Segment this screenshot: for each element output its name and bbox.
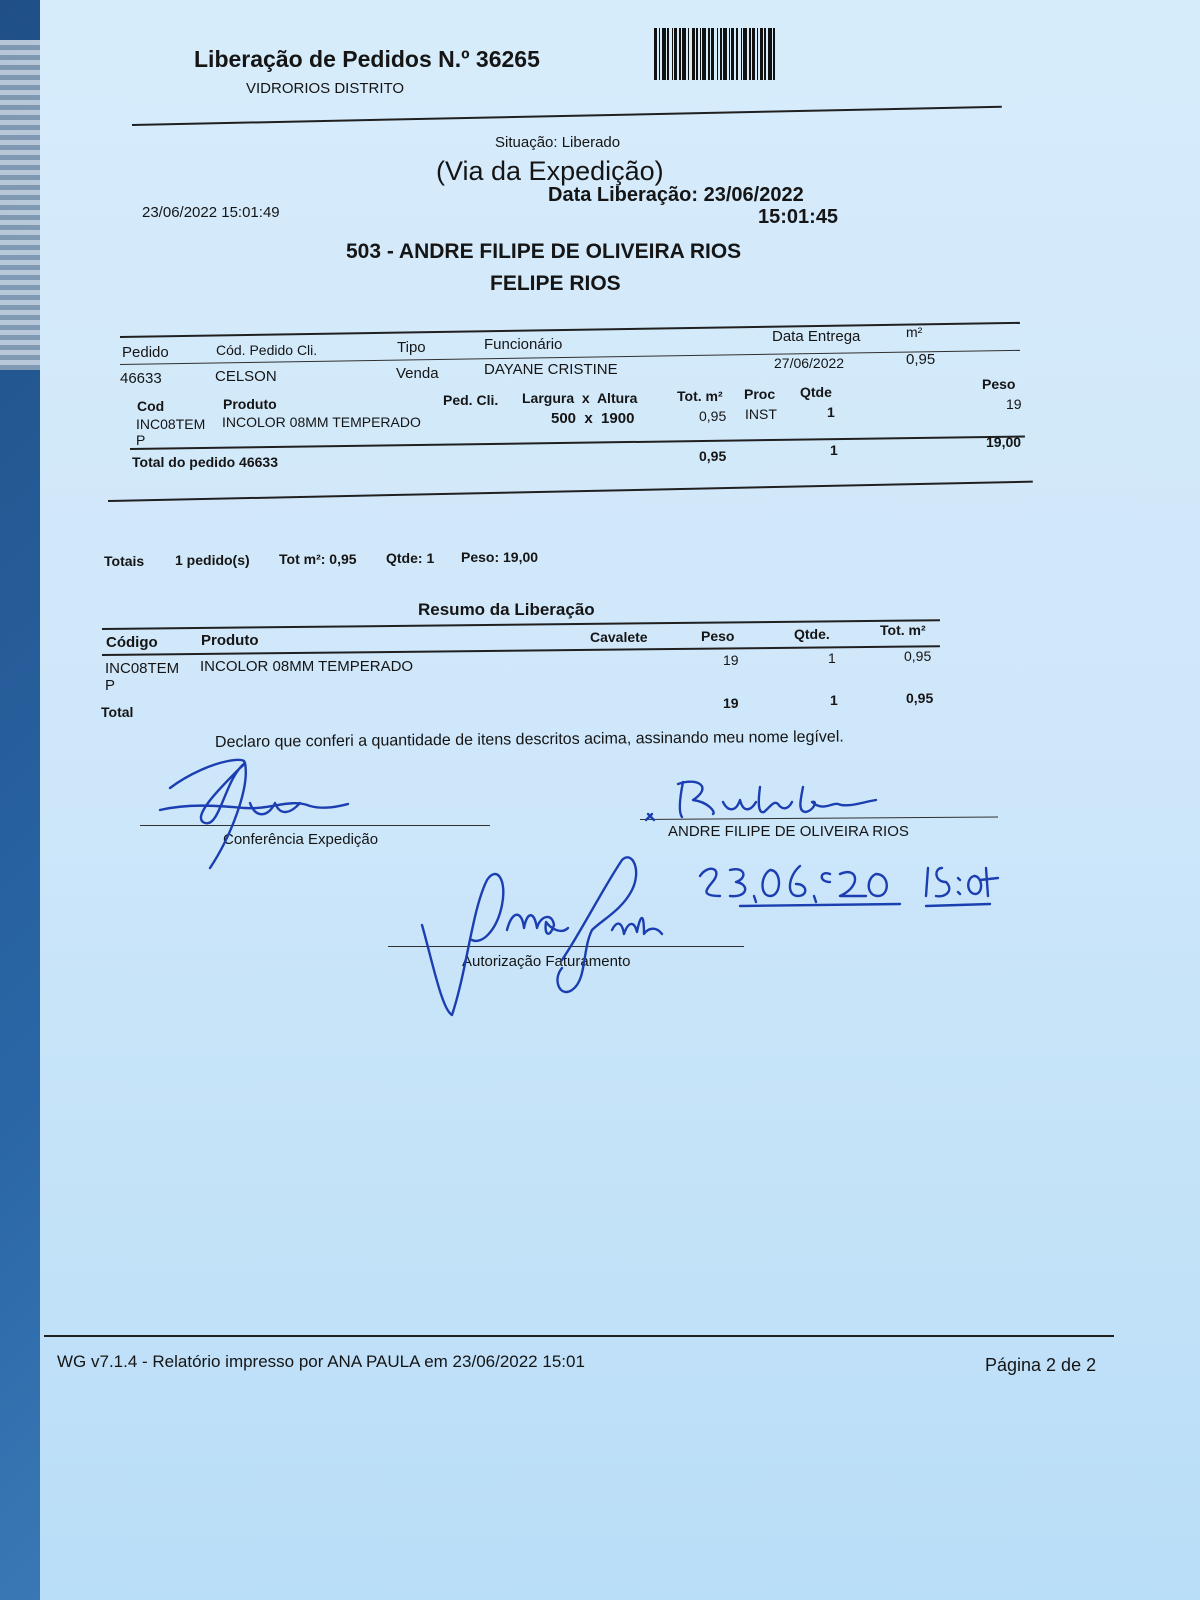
item-proc: INST <box>745 406 777 422</box>
order-cod-cli-value: CELSON <box>215 368 277 385</box>
status-label: Situação: Liberado <box>495 134 621 151</box>
client-name: 503 - ANDRE FILIPE DE OLIVEIRA RIOS <box>346 240 742 263</box>
summary-header-cavalete: Cavalete <box>590 629 648 645</box>
autorizacao-signature-scribble <box>412 850 672 1030</box>
summary-codigo-line2: P <box>105 677 116 694</box>
document-title: Liberação de Pedidos N.º 36265 <box>194 46 540 72</box>
col-header-data-entrega: Data Entrega <box>772 328 861 345</box>
company-name: VIDRORIOS DISTRITO <box>246 80 405 97</box>
summary-produto: INCOLOR 08MM TEMPERADO <box>200 658 414 675</box>
totals-qtde: Qtde: 1 <box>386 550 435 566</box>
autorizacao-label: Autorização Faturamento <box>462 953 631 970</box>
footer-page-number: Página 2 de 2 <box>985 1355 1097 1375</box>
summary-total-tot-m2: 0,95 <box>906 690 934 706</box>
item-header-tot-m2: Tot. m² <box>677 388 723 404</box>
item-tot-m2: 0,95 <box>699 408 727 424</box>
totals-label: Totais <box>104 553 145 569</box>
summary-header-produto: Produto <box>201 632 259 649</box>
footer-print-info: WG v7.1.4 - Relatório impresso por ANA PAULA em 23/06/2022 15:01 <box>57 1352 585 1371</box>
copy-type: (Via da Expedição) <box>436 156 664 186</box>
summary-qtde: 1 <box>828 650 836 666</box>
release-date: Data Liberação: 23/06/2022 <box>548 184 804 206</box>
conferencia-signature-scribble <box>150 748 360 878</box>
order-bottom-divider <box>108 481 1033 502</box>
summary-title: Resumo da Liberação <box>418 600 595 619</box>
col-header-pedido: Pedido <box>122 344 169 361</box>
item-cod-line1: INC08TEM <box>136 416 206 432</box>
item-header-peso: Peso <box>982 376 1016 392</box>
summary-tot-m2: 0,95 <box>904 648 932 664</box>
item-dimensions: 500 x 1900 <box>551 410 635 427</box>
item-header-qtde: Qtde <box>800 384 832 400</box>
col-header-funcionario: Funcionário <box>484 336 563 353</box>
conferencia-label: Conferência Expedição <box>223 831 379 848</box>
order-total-label: Total do pedido 46633 <box>132 454 278 470</box>
order-data-entrega-value: 27/06/2022 <box>774 355 845 371</box>
handwritten-date-scribble <box>690 856 1000 916</box>
totals-peso: Peso: 19,00 <box>461 549 539 565</box>
footer-divider <box>44 1335 1114 1337</box>
summary-total-qtde: 1 <box>830 692 838 708</box>
order-top-divider <box>120 322 1020 338</box>
print-timestamp: 23/06/2022 15:01:49 <box>142 204 280 221</box>
summary-header-codigo: Código <box>106 634 158 651</box>
order-funcionario-value: DAYANE CRISTINE <box>484 361 618 378</box>
item-peso: 19 <box>1006 396 1022 412</box>
item-header-ped-cli: Ped. Cli. <box>443 392 499 408</box>
declaration-text: Declaro que conferi a quantidade de itens descritos acima, assinando meu nome legível. <box>214 728 844 751</box>
col-header-m2: m² <box>906 324 923 340</box>
client-signature-scribble <box>638 772 888 832</box>
col-header-cod-pedido-cli: Cód. Pedido Cli. <box>216 342 318 358</box>
item-cod-line2: P <box>136 432 146 448</box>
item-header-proc: Proc <box>744 386 776 402</box>
order-total-peso: 19,00 <box>986 434 1022 450</box>
order-total-m2: 0,95 <box>699 448 727 464</box>
summary-peso: 19 <box>723 652 739 668</box>
header-divider <box>132 106 1002 126</box>
col-header-tipo: Tipo <box>397 339 426 356</box>
item-produto: INCOLOR 08MM TEMPERADO <box>222 414 421 430</box>
summary-header-tot-m2: Tot. m² <box>880 622 926 638</box>
release-document <box>40 0 1200 1600</box>
summary-header-qtde: Qtde. <box>794 626 830 642</box>
order-total-divider <box>130 436 1025 450</box>
summary-total-label: Total <box>101 704 134 720</box>
barcode-icon <box>654 28 806 80</box>
order-tipo-value: Venda <box>396 365 439 382</box>
order-m2-value: 0,95 <box>906 351 936 368</box>
item-header-cod: Cod <box>137 398 165 414</box>
summary-total-peso: 19 <box>723 695 739 711</box>
release-time: 15:01:45 <box>758 206 839 228</box>
client-short-name: FELIPE RIOS <box>490 272 621 295</box>
summary-codigo-line1: INC08TEM <box>105 660 180 677</box>
summary-header-peso: Peso <box>701 628 735 644</box>
totals-m2: Tot m²: 0,95 <box>279 551 357 567</box>
client-signature-label: ANDRE FILIPE DE OLIVEIRA RIOS <box>668 823 909 840</box>
item-header-dimensions: Largura x Altura <box>522 390 638 406</box>
order-total-qtde: 1 <box>830 442 838 458</box>
item-qtde: 1 <box>827 404 835 420</box>
item-header-produto: Produto <box>223 396 277 412</box>
order-pedido-value: 46633 <box>120 370 162 387</box>
totals-pedidos: 1 pedido(s) <box>175 552 250 568</box>
